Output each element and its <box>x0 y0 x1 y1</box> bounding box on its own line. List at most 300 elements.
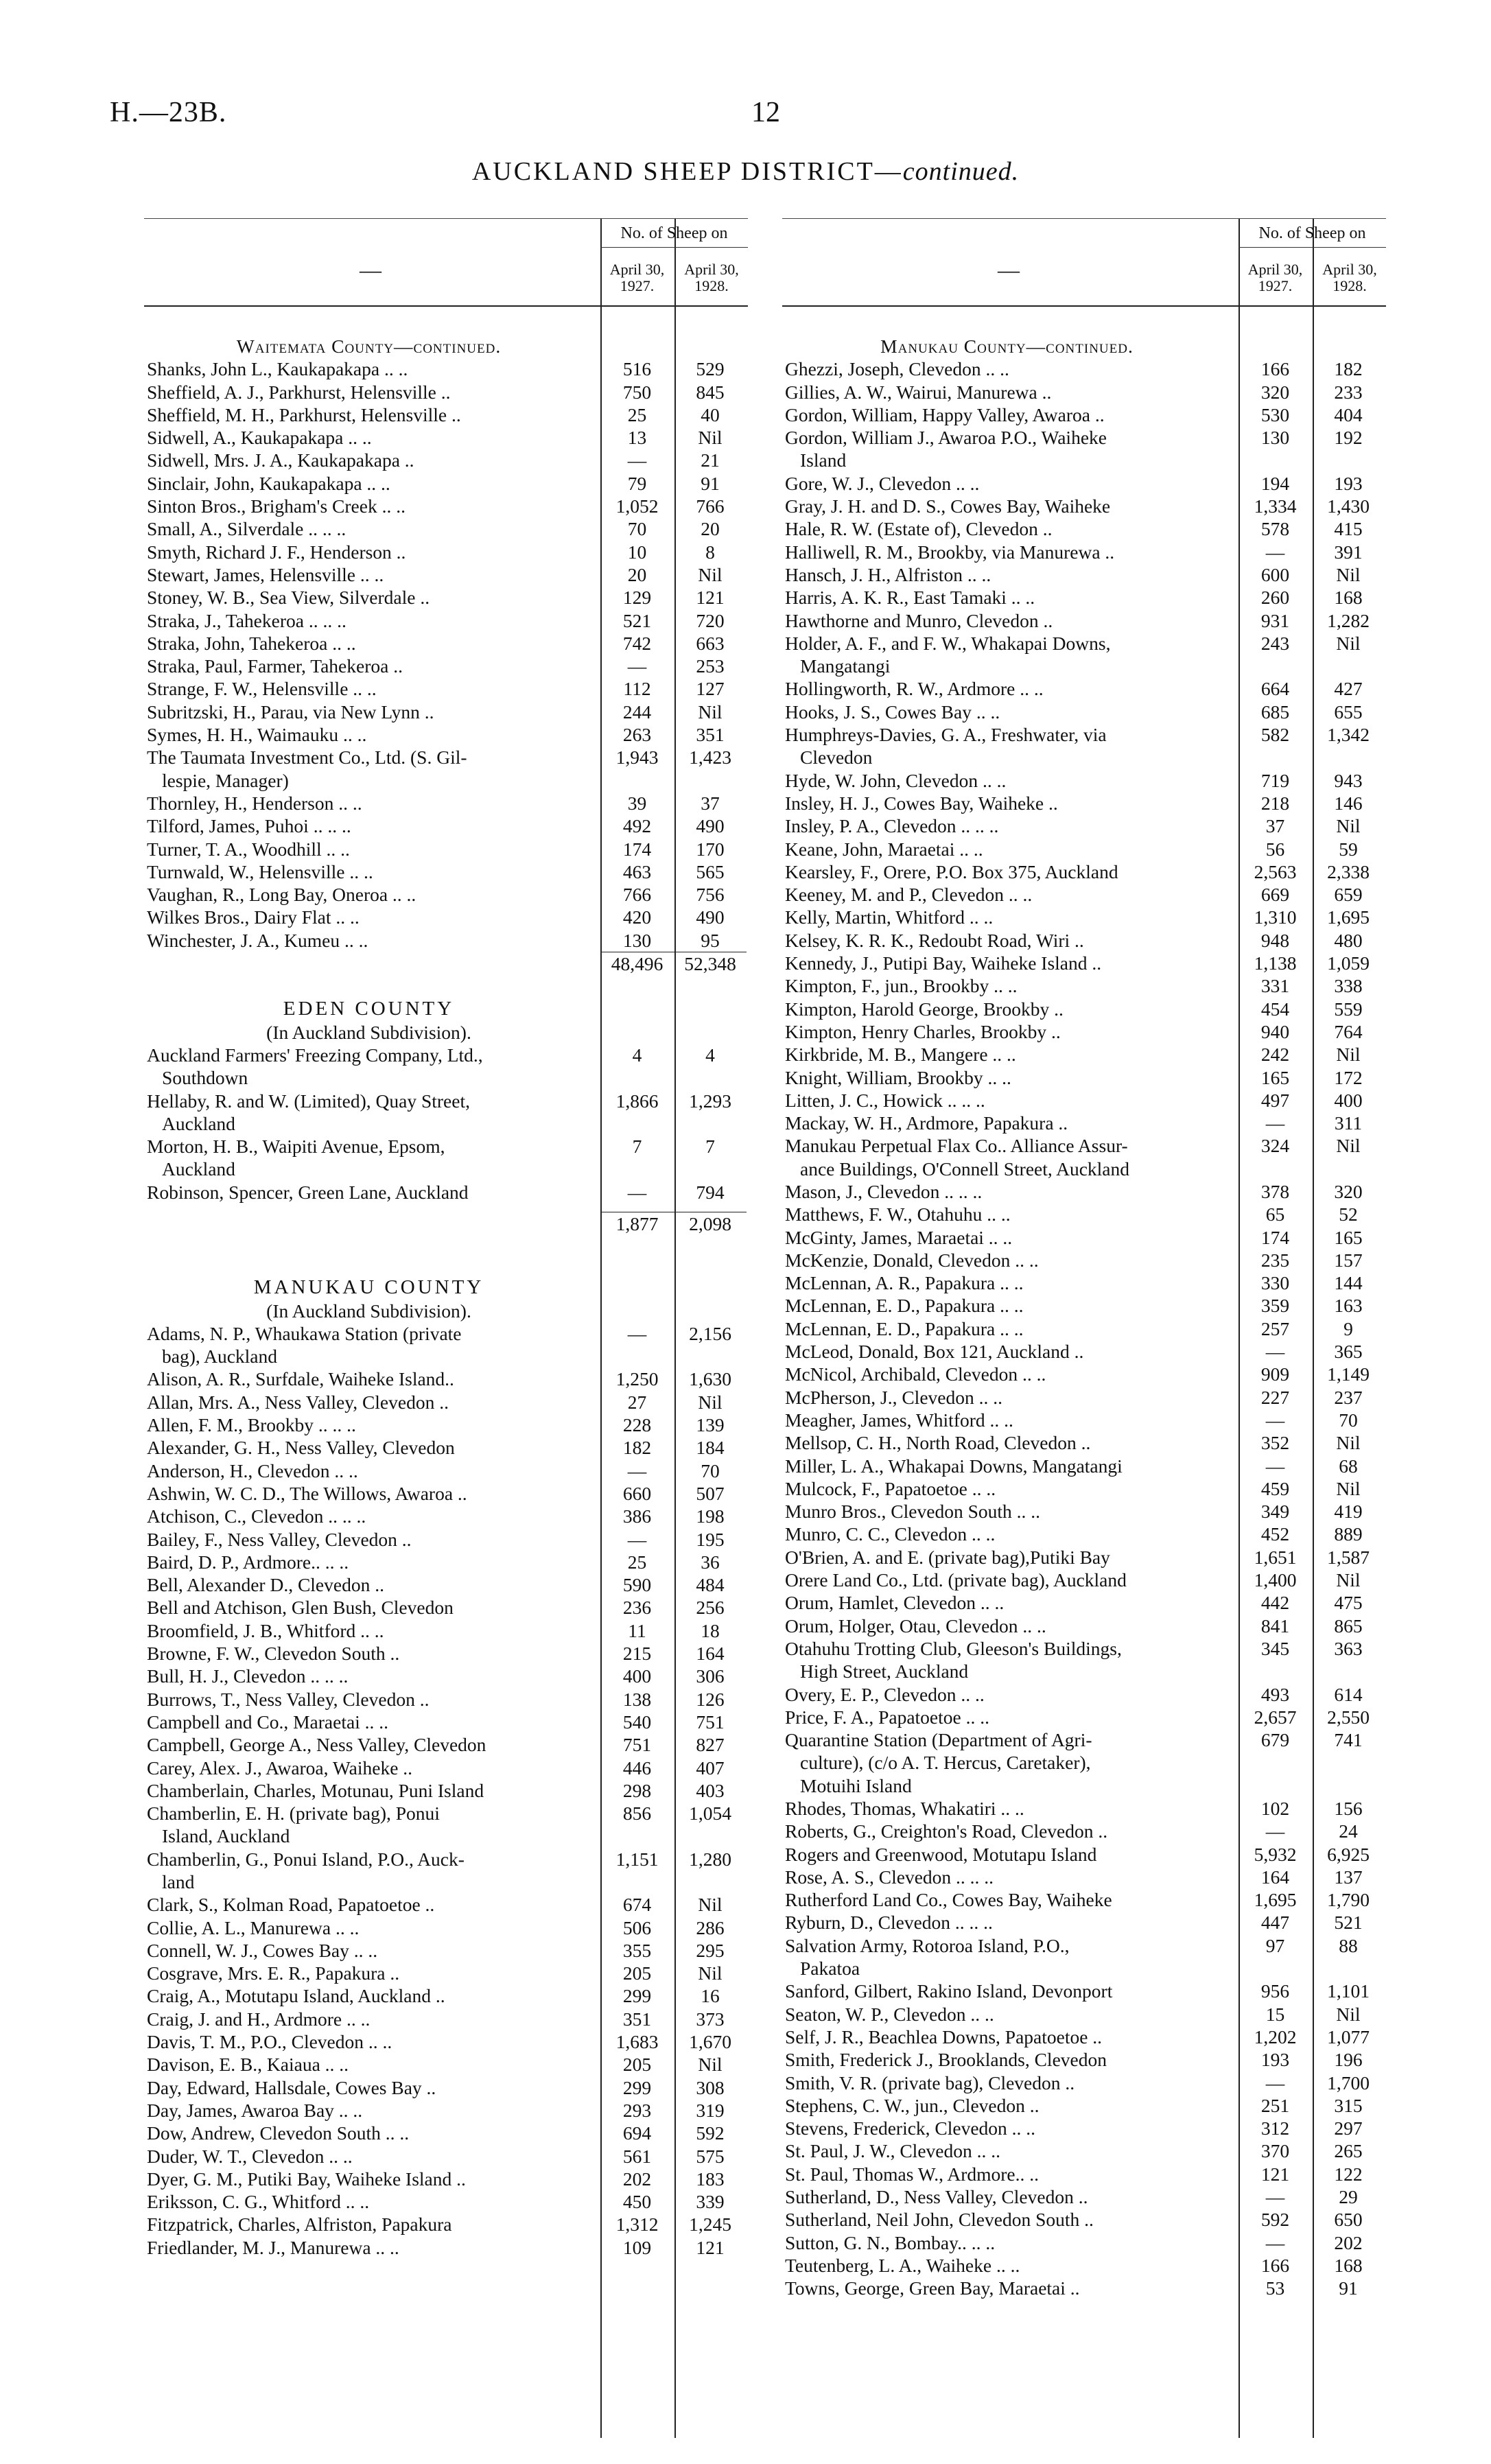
table-row <box>144 906 748 928</box>
table-row <box>144 1870 748 1893</box>
sheep-1928: 339 <box>696 2191 725 2213</box>
entry-name: Chamberlin, E. H. (private bag), Ponui <box>147 1803 440 1824</box>
sheep-1927: 205 <box>622 2054 652 2076</box>
table-row <box>782 632 1386 655</box>
table-row <box>144 1711 748 1733</box>
sheep-1928: 351 <box>696 724 725 746</box>
table-row <box>144 1984 748 2007</box>
entry-name: Auckland <box>162 1158 235 1180</box>
sheep-1927: 679 <box>1260 1729 1290 1751</box>
table-row <box>782 2231 1386 2254</box>
entry-name: Seaton, W. P., Clevedon .. .. <box>785 2003 994 2025</box>
sheep-1927: 685 <box>1260 701 1290 723</box>
sheep-1928: Nil <box>1336 563 1361 585</box>
sheep-1928 <box>677 1112 748 1135</box>
entry-name: Craig, J. and H., Ardmore .. .. <box>147 2008 371 2030</box>
entry-name: Turnwald, W., Helensville .. .. <box>147 860 373 882</box>
entry-name: Dow, Andrew, Clevedon South .. .. <box>147 2122 410 2144</box>
sheep-1927: 2,563 <box>1254 860 1297 882</box>
sheep-1928: 297 <box>1334 2117 1363 2139</box>
sheep-1928: 592 <box>696 2122 725 2144</box>
entry-name: Bull, H. J., Clevedon .. .. .. <box>147 1665 349 1687</box>
section-heading: Manukau County—continued. <box>880 336 1134 357</box>
sheep-1928 <box>1315 1660 1386 1682</box>
year-1927-header: April 30, 1927. <box>609 261 665 294</box>
sheep-1927: 129 <box>622 587 652 609</box>
sheep-1928 <box>677 1158 748 1180</box>
sheep-1927: 298 <box>622 1779 652 1801</box>
table-row <box>144 1916 748 1939</box>
sheep-1927: 193 <box>1260 2049 1290 2071</box>
entry-name: Bailey, F., Ness Valley, Clevedon .. <box>147 1528 412 1550</box>
sheep-1927: 37 <box>1265 815 1285 837</box>
manukau-continued-rows <box>782 357 1386 2299</box>
sheep-1927: 70 <box>627 518 647 540</box>
table-row <box>144 381 748 403</box>
table-row <box>144 1688 748 1711</box>
sheep-1928: 659 <box>1334 884 1363 906</box>
table-row <box>782 1294 1386 1317</box>
entry-name: Mason, J., Clevedon .. .. .. <box>785 1180 983 1202</box>
entry-name: Fitzpatrick, Charles, Alfriston, Papakura <box>147 2214 452 2236</box>
entry-name: Humphreys-Davies, G. A., Freshwater, via <box>785 724 1107 746</box>
sheep-1928: 1,077 <box>1327 2026 1370 2048</box>
table-row <box>782 2254 1386 2277</box>
entry-name: The Taumata Investment Co., Ltd. (S. Gil- <box>147 747 467 768</box>
table-row <box>144 517 748 540</box>
sheep-1928: 7 <box>705 1136 715 1158</box>
sheep-1927: 56 <box>1265 838 1285 860</box>
sheep-1928: 404 <box>1334 403 1363 425</box>
sheep-1927: 1,334 <box>1254 495 1297 517</box>
entry-name: Gordon, William J., Awaroa P.O., Waiheke <box>785 427 1107 449</box>
entry-name: Browne, F. W., Clevedon South .. <box>147 1643 400 1665</box>
table-row <box>782 1477 1386 1500</box>
sheep-count-header: No. of Sheep on <box>1238 224 1386 248</box>
sheep-1927: 750 <box>622 381 652 403</box>
total-1928: 52,348 <box>674 952 747 975</box>
right-table <box>782 335 1386 2300</box>
entry-name: Orere Land Co., Ltd. (private bag), Auckland <box>785 1569 1127 1591</box>
sheep-1928: 91 <box>701 472 720 494</box>
sheep-1928: Nil <box>698 2054 723 2076</box>
entry-name: Knight, William, Brookby .. .. <box>785 1066 1011 1088</box>
sheep-1927 <box>605 1824 677 1847</box>
sheep-1928: 480 <box>1334 929 1363 951</box>
sheep-1928: 943 <box>1334 769 1363 791</box>
entry-name: Shanks, John L., Kaukapakapa .. .. <box>147 358 408 380</box>
total-row <box>144 952 748 975</box>
table-row <box>782 1911 1386 1934</box>
sheep-1927: 235 <box>1260 1249 1290 1271</box>
table-row <box>144 1391 748 1413</box>
table-row <box>782 1980 1386 2002</box>
entry-name: Quarantine Station (Department of Agri- <box>785 1729 1092 1751</box>
sheep-1928: 20 <box>701 518 720 540</box>
sheep-1927: 109 <box>622 2236 652 2258</box>
sheep-1927: 506 <box>622 1916 652 1938</box>
sheep-1928: 741 <box>1334 1729 1363 1751</box>
entry-name: Davis, T. M., P.O., Clevedon .. .. <box>147 2031 392 2053</box>
entry-name: Campbell, George A., Ness Valley, Clevedon <box>147 1734 486 1756</box>
table-row <box>144 357 748 380</box>
table-row <box>782 2072 1386 2094</box>
entry-name: Kimpton, Harold George, Brookby .. <box>785 998 1064 1020</box>
sheep-1927: 215 <box>622 1643 652 1665</box>
entry-name: Chamberlain, Charles, Motunau, Puni Island <box>147 1779 484 1801</box>
sheep-1928: 1,101 <box>1327 1980 1370 2002</box>
sheep-1928: 484 <box>696 1574 725 1596</box>
sheep-1927 <box>1243 1957 1315 1980</box>
table-row <box>782 541 1386 563</box>
table-row <box>782 2208 1386 2231</box>
table-row <box>144 1665 748 1687</box>
sheep-1927: — <box>1265 1409 1285 1431</box>
table-row <box>144 1824 748 1847</box>
sheep-1927: 1,250 <box>615 1368 659 1390</box>
table-row <box>144 1505 748 1527</box>
entry-name: Harris, A. K. R., East Tamaki .. .. <box>785 587 1035 609</box>
sheep-1927: — <box>1265 1455 1285 1477</box>
sheep-1928: Nil <box>698 1894 723 1916</box>
sheep-1927: 841 <box>1260 1615 1290 1636</box>
table-row <box>144 1962 748 1984</box>
entry-name: Kelly, Martin, Whitford .. .. <box>785 906 994 928</box>
sheep-1927: 1,138 <box>1254 952 1297 974</box>
entry-name: Kelsey, K. R. K., Redoubt Road, Wiri .. <box>785 929 1084 951</box>
sheep-1927: — <box>1265 1112 1285 1134</box>
sheep-1928: 157 <box>1334 1249 1363 1271</box>
sheep-1927: 1,052 <box>615 495 659 517</box>
sheep-1928: 16 <box>701 1985 720 2007</box>
sheep-1927: — <box>1265 2186 1285 2208</box>
entry-name: land <box>162 1871 195 1892</box>
sheep-1928: Nil <box>1336 1432 1361 1454</box>
sheep-1928: 1,245 <box>689 2214 731 2236</box>
table-row <box>144 495 748 517</box>
sheep-1928: 663 <box>696 632 725 654</box>
sheep-1927: 590 <box>622 1574 652 1596</box>
sheep-1927: — <box>627 1322 647 1344</box>
entry-name: Auckland <box>162 1112 235 1134</box>
entry-name: Mangatangi <box>800 655 891 677</box>
entry-name: Sidwell, A., Kaukapakapa .. .. <box>147 427 372 449</box>
entry-name: Tilford, James, Puhoi .. .. .. <box>147 815 351 837</box>
total-1928: 2,098 <box>674 1212 747 1235</box>
sheep-1928: Nil <box>698 427 723 449</box>
sheep-1927: 15 <box>1265 2003 1285 2025</box>
table-row <box>144 2168 748 2190</box>
table-row <box>782 701 1386 723</box>
sheep-1928: 165 <box>1334 1226 1363 1248</box>
entry-name: Orum, Hamlet, Clevedon .. .. <box>785 1592 1005 1614</box>
sheep-1928: 403 <box>696 1779 725 1801</box>
entry-name: Smith, V. R. (private bag), Clevedon .. <box>785 2072 1075 2093</box>
sheep-1928: 37 <box>701 792 720 814</box>
table-row <box>782 814 1386 837</box>
sheep-1927: 182 <box>622 1437 652 1459</box>
sheep-1928: 2,156 <box>689 1322 731 1344</box>
sheep-1927: 299 <box>622 1985 652 2007</box>
table-row <box>144 2030 748 2053</box>
sheep-1927: 5,932 <box>1254 1843 1297 1865</box>
sheep-1928: 233 <box>1334 381 1363 403</box>
entry-name: Sidwell, Mrs. J. A., Kaukapakapa .. <box>147 449 414 471</box>
sheep-1928: 1,054 <box>689 1803 731 1824</box>
sheep-1927: 324 <box>1260 1135 1290 1157</box>
entry-name: Hansch, J. H., Alfriston .. .. <box>785 563 991 585</box>
entry-name: Robinson, Spencer, Green Lane, Auckland <box>147 1181 469 1203</box>
sheep-1928: 8 <box>705 541 715 563</box>
entry-name: Miller, L. A., Whakapai Downs, Mangatangi <box>785 1455 1123 1477</box>
year-1928-header: April 30, 1928. <box>684 261 739 294</box>
entry-name: Sinclair, John, Kaukapakapa .. .. <box>147 472 390 494</box>
table-row <box>782 1934 1386 1957</box>
sheep-1927: 420 <box>622 906 652 928</box>
entry-name: Allan, Mrs. A., Ness Valley, Clevedon .. <box>147 1391 449 1413</box>
sheep-1928: 1,587 <box>1327 1546 1370 1568</box>
table-row <box>782 1751 1386 1774</box>
sheep-1927: 205 <box>622 1962 652 1984</box>
table-row <box>782 2003 1386 2026</box>
entry-name: Southdown <box>162 1067 248 1089</box>
entry-name: Alexander, G. H., Ness Valley, Clevedon <box>147 1437 455 1459</box>
sheep-1928: 122 <box>1334 2163 1363 2185</box>
table-row <box>782 1409 1386 1431</box>
sheep-1927 <box>1243 449 1315 471</box>
sheep-1927: 260 <box>1260 587 1290 609</box>
sheep-1928: 253 <box>696 655 725 677</box>
sheep-1928: 521 <box>1334 1912 1363 1934</box>
entry-name: Collie, A. L., Manurewa .. .. <box>147 1916 360 1938</box>
entry-name: Symes, H. H., Waimauku .. .. <box>147 724 367 746</box>
table-row <box>782 1728 1386 1751</box>
entry-name: St. Paul, Thomas W., Ardmore.. .. <box>785 2163 1039 2185</box>
table-row <box>782 1637 1386 1660</box>
table-row <box>782 1066 1386 1089</box>
year-1927-header: April 30, 1927. <box>1247 261 1303 294</box>
entry-name: Otahuhu Trotting Club, Gleeson's Buildings, <box>785 1637 1122 1659</box>
entry-name: Rutherford Land Co., Cowes Bay, Waiheke <box>785 1889 1112 1911</box>
entry-name: Friedlander, M. J., Manurewa .. .. <box>147 2236 399 2258</box>
entry-name: Gillies, A. W., Wairui, Manurewa .. <box>785 381 1052 403</box>
table-row <box>782 792 1386 814</box>
sheep-1928: Nil <box>1336 1135 1361 1157</box>
sheep-1928: 1,423 <box>689 747 731 768</box>
sheep-1927: 228 <box>622 1414 652 1436</box>
table-row <box>782 655 1386 677</box>
sheep-1928: 68 <box>1339 1455 1358 1477</box>
sheep-1927 <box>605 1870 677 1893</box>
entry-name: Towns, George, Green Bay, Maraetai .. <box>785 2277 1080 2299</box>
sheep-1928: 168 <box>1334 2254 1363 2276</box>
sheep-1928: 306 <box>696 1665 725 1687</box>
sheep-1928: 415 <box>1334 518 1363 540</box>
table-row <box>144 1619 748 1642</box>
sheep-1928: 70 <box>701 1459 720 1481</box>
table-row <box>144 2213 748 2236</box>
entry-name: Ghezzi, Joseph, Clevedon .. .. <box>785 358 1009 380</box>
sheep-1928: 198 <box>696 1505 725 1527</box>
table-row <box>782 1888 1386 1911</box>
sheep-1927: 956 <box>1260 1980 1290 2002</box>
table-row <box>782 609 1386 632</box>
sheep-1928: 751 <box>696 1711 725 1733</box>
entry-name: Keeney, M. and P., Clevedon .. .. <box>785 884 1033 906</box>
column-header <box>782 218 1386 307</box>
sheep-1928: 265 <box>1334 2140 1363 2162</box>
sheep-1928: Nil <box>698 1391 723 1413</box>
entry-name: Litten, J. C., Howick .. .. .. <box>785 1089 985 1111</box>
table-row <box>144 1733 748 1756</box>
sheep-1927: 65 <box>1265 1204 1285 1225</box>
sheep-1927: 331 <box>1260 975 1290 997</box>
sheep-1927: 521 <box>622 609 652 631</box>
entry-name: Craig, A., Motutapu Island, Auckland .. <box>147 1985 445 2007</box>
entry-name: Carey, Alex. J., Awaroa, Waiheke .. <box>147 1757 413 1779</box>
sheep-1927: 7 <box>632 1136 642 1158</box>
sheep-1928 <box>677 1824 748 1847</box>
total-1927: 1,877 <box>600 1212 674 1235</box>
entry-name: Adams, N. P., Whaukawa Station (private <box>147 1322 462 1344</box>
sheep-1928: 256 <box>696 1597 725 1619</box>
table-row <box>782 1180 1386 1203</box>
entry-name: Vaughan, R., Long Bay, Oneroa .. .. <box>147 884 416 906</box>
entry-name: Overy, E. P., Clevedon .. .. <box>785 1683 985 1705</box>
entry-name: Kennedy, J., Putipi Bay, Waiheke Island .. <box>785 952 1102 974</box>
entry-name: Self, J. R., Beachlea Downs, Papatoetoe .. <box>785 2026 1103 2048</box>
table-row <box>782 677 1386 700</box>
table-row <box>782 426 1386 449</box>
table-row <box>782 403 1386 426</box>
table-row <box>782 1683 1386 1706</box>
entry-name: Turner, T. A., Woodhill .. .. <box>147 838 350 860</box>
sheep-1928: 192 <box>1334 427 1363 449</box>
table-row <box>144 609 748 632</box>
table-row <box>782 2277 1386 2299</box>
sheep-1927 <box>605 769 677 792</box>
entry-name: Duder, W. T., Clevedon .. .. <box>147 2145 353 2167</box>
entry-name: Burrows, T., Ness Valley, Clevedon .. <box>147 1688 430 1710</box>
sheep-1928: 490 <box>696 815 725 837</box>
sheep-1928: 29 <box>1339 2186 1358 2208</box>
sheep-1927: 352 <box>1260 1432 1290 1454</box>
sheep-1927: — <box>627 1459 647 1481</box>
sheep-1928: 827 <box>696 1734 725 1756</box>
table-row <box>782 1431 1386 1454</box>
sheep-1928: 182 <box>1334 358 1363 380</box>
entry-name: Ashwin, W. C. D., The Willows, Awaroa .. <box>147 1482 467 1504</box>
table-row <box>782 1523 1386 1545</box>
sheep-1928: Nil <box>698 1962 723 1984</box>
sheep-1927: 1,151 <box>615 1848 659 1870</box>
entry-name: Connell, W. J., Cowes Bay .. .. <box>147 1939 378 1961</box>
sheep-1928: 9 <box>1343 1317 1353 1339</box>
sheep-1928: 338 <box>1334 975 1363 997</box>
sheep-1927 <box>1243 746 1315 768</box>
entry-name: Sutherland, Neil John, Clevedon South .. <box>785 2209 1094 2231</box>
sheep-1927: 497 <box>1260 1089 1290 1111</box>
sheep-1927: 174 <box>622 838 652 860</box>
sheep-1927 <box>605 1066 677 1089</box>
sheep-1927: 97 <box>1265 1934 1285 1956</box>
entry-name: Alison, A. R., Surfdale, Waiheke Island.. <box>147 1368 454 1390</box>
sheep-1927: 948 <box>1260 929 1290 951</box>
entry-name: McLeod, Donald, Box 121, Auckland .. <box>785 1341 1084 1363</box>
sheep-1928: 614 <box>1334 1683 1363 1705</box>
entry-name: Hale, R. W. (Estate of), Clevedon .. <box>785 518 1053 540</box>
sheep-1928: 1,342 <box>1327 724 1370 746</box>
sheep-1927: 320 <box>1260 381 1290 403</box>
entry-name: Manukau Perpetual Flax Co.. Alliance Assur- <box>785 1135 1128 1157</box>
table-row <box>144 1893 748 1916</box>
table-row <box>782 1615 1386 1637</box>
sheep-1927: — <box>627 449 647 471</box>
sheep-1928: 2,338 <box>1327 860 1370 882</box>
entry-name: Clark, S., Kolman Road, Papatoetoe .. <box>147 1894 435 1916</box>
table-row <box>782 1500 1386 1523</box>
sheep-1927: — <box>1265 2231 1285 2253</box>
entry-name: Mulcock, F., Papatoetoe .. .. <box>785 1477 996 1499</box>
table-row <box>782 472 1386 495</box>
table-row <box>782 1820 1386 1842</box>
sheep-1927 <box>605 1345 677 1368</box>
table-row <box>144 769 748 792</box>
sheep-1928: 164 <box>696 1643 725 1665</box>
sheep-1927: 20 <box>627 563 647 585</box>
sheep-1927: 454 <box>1260 998 1290 1020</box>
entry-name: Bell, Alexander D., Clevedon .. <box>147 1574 384 1596</box>
table-row <box>144 1573 748 1596</box>
sheep-1927: 600 <box>1260 563 1290 585</box>
table-row <box>144 792 748 814</box>
table-row <box>144 1436 748 1459</box>
table-row <box>782 2185 1386 2208</box>
entry-name: McPherson, J., Clevedon .. .. <box>785 1386 1002 1408</box>
table-row <box>782 1020 1386 1043</box>
sheep-1928: 407 <box>696 1757 725 1779</box>
sheep-1927: 130 <box>1260 427 1290 449</box>
entry-name: Rhodes, Thomas, Whakatiri .. .. <box>785 1798 1024 1819</box>
table-row <box>782 1706 1386 1728</box>
table-row <box>144 1090 748 1112</box>
sheep-1927: 25 <box>627 403 647 425</box>
waitemata-rows <box>144 357 748 952</box>
entry-name: Sinton Bros., Brigham's Creek .. .. <box>147 495 406 517</box>
sheep-1928: 655 <box>1334 701 1363 723</box>
table-row <box>144 1528 748 1551</box>
sheep-1927: 592 <box>1260 2209 1290 2231</box>
sheep-1928: 95 <box>701 929 720 951</box>
entry-name: Wilkes Bros., Dairy Flat .. .. <box>147 906 360 928</box>
sheep-1927: 578 <box>1260 518 1290 540</box>
table-row <box>144 1158 748 1180</box>
table-row <box>144 586 748 609</box>
section-heading: MANUKAU COUNTY <box>253 1276 484 1299</box>
sheep-1927: 53 <box>1265 2277 1285 2299</box>
sheep-1928: 18 <box>701 1619 720 1641</box>
sheep-1927: 227 <box>1260 1386 1290 1408</box>
sheep-1927: 39 <box>627 792 647 814</box>
sheep-1927: — <box>627 1181 647 1203</box>
table-row <box>144 2099 748 2122</box>
section-subheading: (In Auckland Subdivision). <box>266 1300 471 1322</box>
sheep-1927: 25 <box>627 1551 647 1573</box>
entry-name: Salvation Army, Rotoroa Island, P.O., <box>785 1934 1070 1956</box>
sheep-1928: 4 <box>705 1044 715 1066</box>
name-column-header: — <box>998 257 1020 282</box>
table-row <box>782 883 1386 906</box>
